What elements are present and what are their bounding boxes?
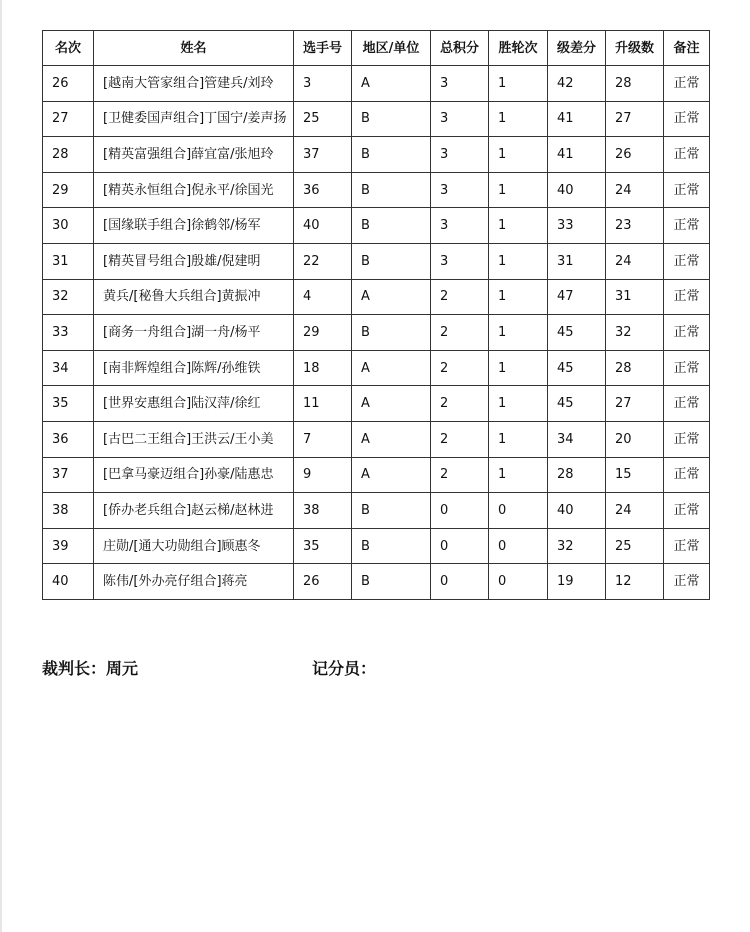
cell-rounds-won: 1 — [489, 315, 548, 351]
cell-total-points: 2 — [431, 315, 489, 351]
cell-player-number: 9 — [294, 457, 352, 493]
cell-rounds-won: 1 — [489, 421, 548, 457]
cell-total-points: 0 — [431, 528, 489, 564]
cell-name: [越南大管家组合]管建兵/刘玲 — [94, 66, 294, 102]
cell-rounds-won: 0 — [489, 493, 548, 529]
cell-level-diff: 32 — [548, 528, 606, 564]
cell-rank: 36 — [43, 421, 94, 457]
cell-rounds-won: 1 — [489, 243, 548, 279]
table-row — [43, 208, 710, 244]
chief-referee-label: 裁判长：周元 — [42, 659, 139, 678]
cell-level-diff: 41 — [548, 137, 606, 173]
cell-note: 正常 — [664, 243, 710, 279]
cell-rank: 26 — [43, 66, 94, 102]
cell-player-number: 38 — [294, 493, 352, 529]
cell-note: 正常 — [664, 315, 710, 351]
cell-name: [精英富强组合]薛宜富/张旭玲 — [94, 137, 294, 173]
table-row — [43, 172, 710, 208]
cell-player-number: 36 — [294, 172, 352, 208]
cell-name: [巴拿马豪迈组合]孙豪/陆惠忠 — [94, 457, 294, 493]
cell-region: B — [352, 137, 431, 173]
cell-region: A — [352, 457, 431, 493]
table-row — [43, 528, 710, 564]
cell-player-number: 26 — [294, 564, 352, 600]
cell-rounds-won: 1 — [489, 101, 548, 137]
table-row — [43, 493, 710, 529]
cell-total-points: 2 — [431, 457, 489, 493]
cell-upgrades: 27 — [606, 101, 664, 137]
cell-level-diff: 41 — [548, 101, 606, 137]
cell-region: A — [352, 66, 431, 102]
cell-note: 正常 — [664, 66, 710, 102]
cell-name: 庄勋/[通大功勋组合]顾惠冬 — [94, 528, 294, 564]
cell-rounds-won: 1 — [489, 279, 548, 315]
cell-rank: 40 — [43, 564, 94, 600]
cell-upgrades: 24 — [606, 243, 664, 279]
cell-player-number: 29 — [294, 315, 352, 351]
cell-note: 正常 — [664, 279, 710, 315]
table-row — [43, 137, 710, 173]
cell-rounds-won: 1 — [489, 386, 548, 422]
cell-upgrades: 23 — [606, 208, 664, 244]
cell-upgrades: 20 — [606, 421, 664, 457]
header-rank: 名次 — [43, 31, 94, 66]
cell-rank: 32 — [43, 279, 94, 315]
cell-rank: 28 — [43, 137, 94, 173]
cell-region: A — [352, 421, 431, 457]
cell-level-diff: 40 — [548, 493, 606, 529]
table-body — [43, 66, 710, 600]
cell-total-points: 3 — [431, 101, 489, 137]
cell-upgrades: 26 — [606, 137, 664, 173]
cell-player-number: 40 — [294, 208, 352, 244]
cell-note: 正常 — [664, 208, 710, 244]
cell-upgrades: 15 — [606, 457, 664, 493]
cell-name: [国缘联手组合]徐鹤邻/杨军 — [94, 208, 294, 244]
cell-total-points: 3 — [431, 66, 489, 102]
cell-upgrades: 12 — [606, 564, 664, 600]
cell-total-points: 2 — [431, 421, 489, 457]
cell-level-diff: 45 — [548, 315, 606, 351]
cell-name: [商务一舟组合]湖一舟/杨平 — [94, 315, 294, 351]
table-header-row — [43, 31, 710, 66]
cell-name: [精英冒号组合]殷雄/倪建明 — [94, 243, 294, 279]
header-region: 地区/单位 — [352, 31, 431, 66]
cell-rank: 29 — [43, 172, 94, 208]
cell-rank: 39 — [43, 528, 94, 564]
cell-total-points: 3 — [431, 243, 489, 279]
cell-rounds-won: 1 — [489, 350, 548, 386]
cell-name: [卫健委国声组合]丁国宁/姜声扬 — [94, 101, 294, 137]
cell-rank: 34 — [43, 350, 94, 386]
table-row — [43, 564, 710, 600]
cell-region: A — [352, 350, 431, 386]
cell-player-number: 18 — [294, 350, 352, 386]
cell-upgrades: 27 — [606, 386, 664, 422]
header-upgrades: 升级数 — [606, 31, 664, 66]
cell-player-number: 25 — [294, 101, 352, 137]
table-row — [43, 457, 710, 493]
cell-level-diff: 45 — [548, 386, 606, 422]
header-total-points: 总积分 — [431, 31, 489, 66]
cell-rank: 27 — [43, 101, 94, 137]
cell-region: A — [352, 386, 431, 422]
cell-player-number: 37 — [294, 137, 352, 173]
cell-upgrades: 24 — [606, 493, 664, 529]
cell-level-diff: 19 — [548, 564, 606, 600]
cell-note: 正常 — [664, 386, 710, 422]
cell-total-points: 2 — [431, 279, 489, 315]
cell-name: [古巴二王组合]王洪云/王小美 — [94, 421, 294, 457]
cell-total-points: 0 — [431, 493, 489, 529]
cell-upgrades: 25 — [606, 528, 664, 564]
cell-name: [南非辉煌组合]陈辉/孙维铁 — [94, 350, 294, 386]
cell-rank: 37 — [43, 457, 94, 493]
header-player-number: 选手号 — [294, 31, 352, 66]
cell-note: 正常 — [664, 421, 710, 457]
table-row — [43, 66, 710, 102]
cell-name: 黄兵/[秘鲁大兵组合]黄振冲 — [94, 279, 294, 315]
cell-region: B — [352, 101, 431, 137]
cell-region: B — [352, 528, 431, 564]
cell-level-diff: 28 — [548, 457, 606, 493]
table-row — [43, 315, 710, 351]
cell-total-points: 3 — [431, 137, 489, 173]
cell-player-number: 22 — [294, 243, 352, 279]
cell-name: [侨办老兵组合]赵云梯/赵林进 — [94, 493, 294, 529]
cell-rank: 33 — [43, 315, 94, 351]
cell-upgrades: 31 — [606, 279, 664, 315]
cell-upgrades: 28 — [606, 350, 664, 386]
cell-total-points: 3 — [431, 208, 489, 244]
cell-rounds-won: 1 — [489, 137, 548, 173]
cell-region: A — [352, 279, 431, 315]
cell-rounds-won: 1 — [489, 208, 548, 244]
cell-rounds-won: 0 — [489, 564, 548, 600]
cell-note: 正常 — [664, 350, 710, 386]
cell-upgrades: 28 — [606, 66, 664, 102]
cell-name: [世界安惠组合]陆汉萍/徐红 — [94, 386, 294, 422]
cell-region: B — [352, 493, 431, 529]
cell-note: 正常 — [664, 528, 710, 564]
header-rounds-won: 胜轮次 — [489, 31, 548, 66]
cell-name: [精英永恒组合]倪永平/徐国光 — [94, 172, 294, 208]
table-row — [43, 279, 710, 315]
cell-note: 正常 — [664, 493, 710, 529]
cell-level-diff: 34 — [548, 421, 606, 457]
cell-rank: 30 — [43, 208, 94, 244]
cell-rank: 35 — [43, 386, 94, 422]
cell-level-diff: 47 — [548, 279, 606, 315]
header-level-diff: 级差分 — [548, 31, 606, 66]
cell-rounds-won: 1 — [489, 457, 548, 493]
cell-region: B — [352, 564, 431, 600]
cell-rounds-won: 0 — [489, 528, 548, 564]
table-row — [43, 421, 710, 457]
table-row — [43, 386, 710, 422]
cell-rank: 31 — [43, 243, 94, 279]
cell-total-points: 0 — [431, 564, 489, 600]
cell-level-diff: 45 — [548, 350, 606, 386]
table-row — [43, 350, 710, 386]
cell-note: 正常 — [664, 564, 710, 600]
header-name: 姓名 — [94, 31, 294, 66]
header-note: 备注 — [664, 31, 710, 66]
cell-player-number: 11 — [294, 386, 352, 422]
cell-region: B — [352, 315, 431, 351]
cell-level-diff: 31 — [548, 243, 606, 279]
cell-level-diff: 40 — [548, 172, 606, 208]
cell-player-number: 3 — [294, 66, 352, 102]
cell-region: B — [352, 172, 431, 208]
cell-level-diff: 42 — [548, 66, 606, 102]
cell-player-number: 4 — [294, 279, 352, 315]
cell-upgrades: 24 — [606, 172, 664, 208]
cell-name: 陈伟/[外办亮仔组合]蒋亮 — [94, 564, 294, 600]
cell-note: 正常 — [664, 172, 710, 208]
cell-region: B — [352, 208, 431, 244]
cell-rounds-won: 1 — [489, 66, 548, 102]
cell-player-number: 35 — [294, 528, 352, 564]
cell-total-points: 3 — [431, 172, 489, 208]
page-edge — [0, 0, 2, 932]
cell-note: 正常 — [664, 457, 710, 493]
cell-note: 正常 — [664, 137, 710, 173]
cell-region: B — [352, 243, 431, 279]
cell-total-points: 2 — [431, 350, 489, 386]
cell-upgrades: 32 — [606, 315, 664, 351]
cell-rounds-won: 1 — [489, 172, 548, 208]
cell-total-points: 2 — [431, 386, 489, 422]
cell-note: 正常 — [664, 101, 710, 137]
cell-rank: 38 — [43, 493, 94, 529]
scorer-label: 记分员： — [312, 659, 377, 678]
cell-level-diff: 33 — [548, 208, 606, 244]
cell-player-number: 7 — [294, 421, 352, 457]
results-table — [42, 30, 710, 600]
table-row — [43, 101, 710, 137]
table-row — [43, 243, 710, 279]
